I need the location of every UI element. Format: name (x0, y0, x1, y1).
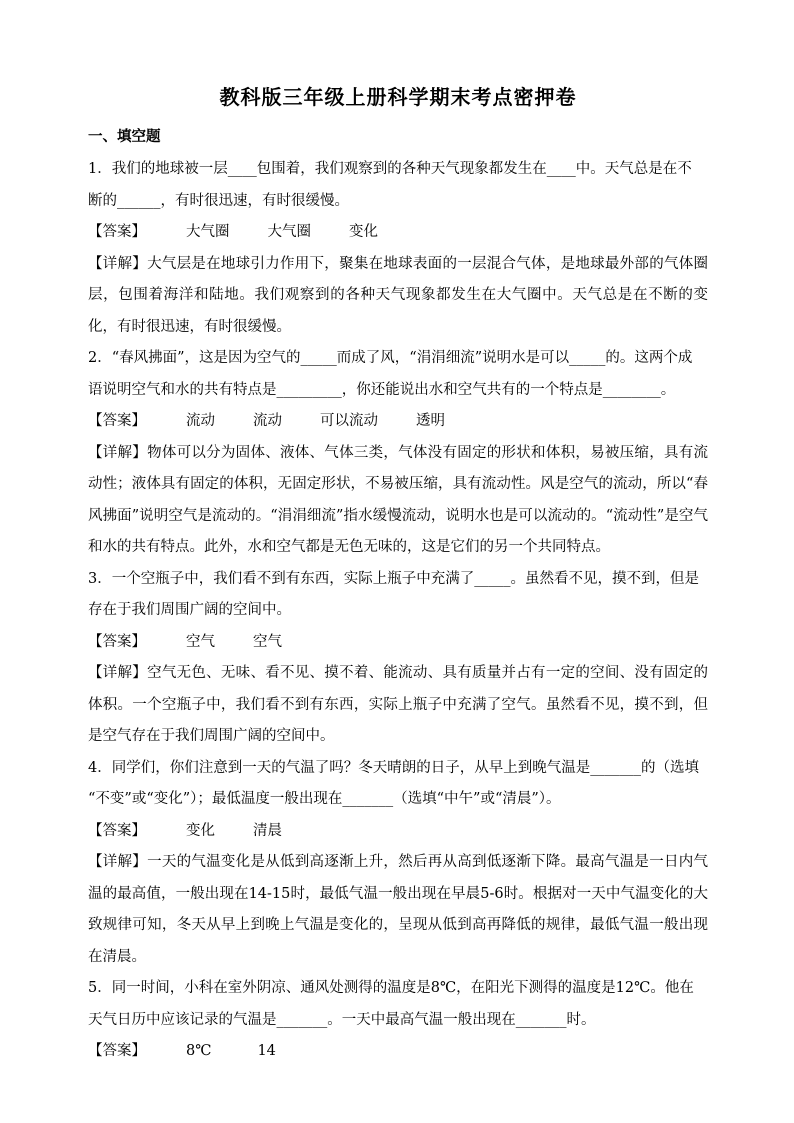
answer-value: 流动 (186, 413, 215, 429)
detail-text: 物体可以分为固体、液体、气体三类，气体没有固定的形状和体积，易被压缩，具有流动性；液体具有固定的体积，无固定形状，不易被压缩，具有流动性。风是空气的流动，所以“春风拂面”说明空气是流动的。“涓涓细流”指水缓慢流动，说明水也是可以流动的。“流动性”是空气和水的共有特点。此外，水和空气都是无色无味的，这是它们的另一个共同特点。 (88, 444, 709, 555)
question-line: “不变”或“变化”）；最低温度一般出现在_______（选填“中午”或“清晨”）。 (88, 791, 561, 807)
detail-paragraph (88, 438, 708, 564)
question-1 (88, 154, 708, 343)
answer-value: 大气圈 (267, 224, 311, 240)
answer-value: 大气圈 (186, 224, 230, 240)
answer-value: 透明 (416, 413, 445, 429)
answer-row (88, 816, 708, 848)
question-line: 3．一个空瓶子中，我们看不到有东西，实际上瓶子中充满了_____。虽然看不见，摸不到，但是 (88, 570, 699, 587)
question-line: 语说明空气和水的共有特点是_________，你还能说出水和空气共有的一个特点是________。 (88, 381, 676, 398)
answer-row (88, 627, 708, 659)
answer-value: 空气 (253, 633, 282, 650)
answer-value: 变化 (349, 224, 378, 240)
detail-label: 【详解】 (88, 665, 148, 681)
document-title: 教科版三年级上册科学期末考点密押卷 (219, 85, 577, 109)
detail-label: 【详解】 (88, 444, 148, 461)
answer-value: 可以流动 (320, 413, 378, 429)
answer-label: 【答案】 (88, 633, 146, 650)
answer-value: 变化 (186, 822, 215, 839)
question-line: 5．同一时间，小科在室外阴凉、通风处测得的温度是8℃，在阳光下测得的温度是12℃。他在 (88, 980, 694, 996)
question-line: 断的______，有时很迅速，有时很缓慢。 (88, 192, 349, 209)
question-3 (88, 564, 708, 753)
answer-label: 【答案】 (88, 1043, 146, 1059)
question-line: 天气日历中应该记录的气温是_______。一天中最高气温一般出现在_______时。 (88, 1011, 596, 1028)
answer-value: 空气 (186, 633, 215, 650)
answer-value: 14 (257, 1043, 276, 1059)
question-line: 1．我们的地球被一层____包围着，我们观察到的各种天气现象都发生在____中。天气总是在不 (88, 161, 692, 177)
question-line: 4．同学们，你们注意到一天的气温了吗？冬天晴朗的日子，从早上到晚气温是_______的（选填 (88, 759, 699, 776)
question-line: 2．“春风拂面”，这是因为空气的_____而成了风，“涓涓细流”说明水是可以_____的。这两个成 (88, 350, 693, 366)
answer-value: 清晨 (253, 822, 282, 839)
answer-label: 【答案】 (88, 224, 146, 240)
detail-paragraph (88, 847, 708, 973)
answer-value: 8℃ (186, 1043, 212, 1059)
answer-row (88, 217, 708, 249)
answer-label: 【答案】 (88, 822, 146, 839)
detail-label: 【详解】 (88, 854, 148, 870)
detail-paragraph (88, 249, 708, 344)
detail-text: 空气无色、无味、看不见、摸不着、能流动、具有质量并占有一定的空间、没有固定的体积。一个空瓶子中，我们看不到有东西，实际上瓶子中充满了空气。虽然看不见，摸不到，但是空气存在于我们周围广阔的空间中。 (88, 665, 709, 744)
detail-text: 大气层是在地球引力作用下，聚集在地球表面的一层混合气体，是地球最外部的气体圈层，包围着海洋和陆地。我们观察到的各种天气现象都发生在大气圈中。天气总是在不断的变化，有时很迅速，有时很缓慢。 (88, 255, 709, 335)
question-5 (88, 973, 708, 1068)
question-line: 存在于我们周围广阔的空间中。 (88, 602, 291, 618)
answer-label: 【答案】 (88, 413, 146, 429)
question-2 (88, 343, 708, 564)
section-heading: 一、填空题 (88, 128, 161, 145)
detail-label: 【详解】 (88, 255, 148, 272)
answer-value: 流动 (253, 413, 282, 429)
question-4 (88, 753, 708, 974)
answer-row (88, 406, 708, 438)
answer-row (88, 1036, 708, 1068)
detail-paragraph (88, 658, 708, 753)
detail-text: 一天的气温变化是从低到高逐渐上升，然后再从高到低逐渐下降。最高气温是一日内气温的最高值，一般出现在14-15时，最低气温一般出现在早晨5-6时。根据对一天中气温变化的大致规律可知，冬天从早上到晚上气温是变化的，呈现从低到高再降低的规律，最低气温一般出现在清晨。 (88, 854, 709, 965)
